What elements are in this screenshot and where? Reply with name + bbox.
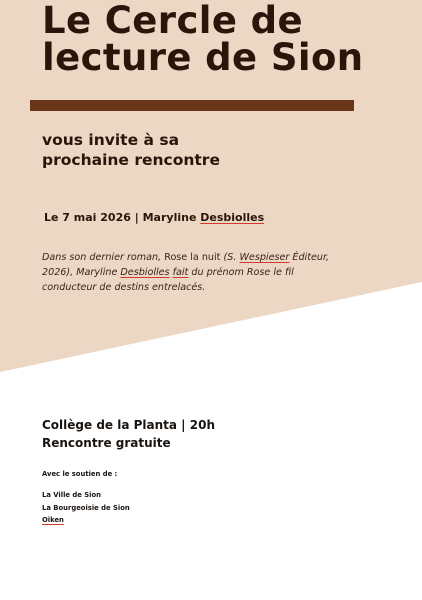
event-date: Le 7 mai 2026 bbox=[44, 211, 131, 224]
event-separator: | bbox=[134, 211, 139, 224]
publisher-name: Wespieser bbox=[239, 251, 290, 263]
page-title bbox=[42, 0, 402, 79]
subtitle-line-2: prochaine rencontre bbox=[42, 151, 220, 169]
desc-part-3: Éditeur, 2026), Maryline bbox=[42, 251, 330, 278]
desc-part-1: Dans son dernier roman, bbox=[42, 251, 165, 263]
venue-line-2: Rencontre gratuite bbox=[42, 436, 171, 450]
invitation-subtitle bbox=[42, 130, 220, 170]
sponsor-item: La Ville de Sion bbox=[42, 491, 101, 499]
desc-author-last: Desbiolles bbox=[120, 266, 170, 278]
sponsor-item: Oiken bbox=[42, 516, 64, 524]
sponsor-item: La Bourgeoisie de Sion bbox=[42, 503, 130, 512]
venue-info bbox=[42, 416, 215, 452]
support-heading: Avec le soutien de : bbox=[42, 470, 118, 478]
desc-part-2: (S. bbox=[220, 251, 240, 263]
desc-part-5: du prénom Rose le fil conducteur de destins entrelacés. bbox=[42, 266, 294, 293]
title-line-2: lecture de Sion bbox=[42, 36, 364, 79]
desc-verb: fait bbox=[172, 266, 189, 278]
sponsor-list bbox=[42, 489, 130, 527]
event-author-first: Maryline bbox=[142, 211, 197, 224]
subtitle-line-1: vous invite à sa bbox=[42, 131, 180, 149]
book-title: Rose la nuit bbox=[164, 251, 221, 263]
title-divider-bar bbox=[30, 100, 354, 111]
event-description bbox=[42, 250, 332, 295]
event-date-author bbox=[44, 211, 264, 224]
event-author-last: Desbiolles bbox=[200, 211, 265, 224]
venue-line-1: Collège de la Planta | 20h bbox=[42, 418, 215, 432]
title-line-1: Le Cercle de bbox=[42, 0, 304, 42]
